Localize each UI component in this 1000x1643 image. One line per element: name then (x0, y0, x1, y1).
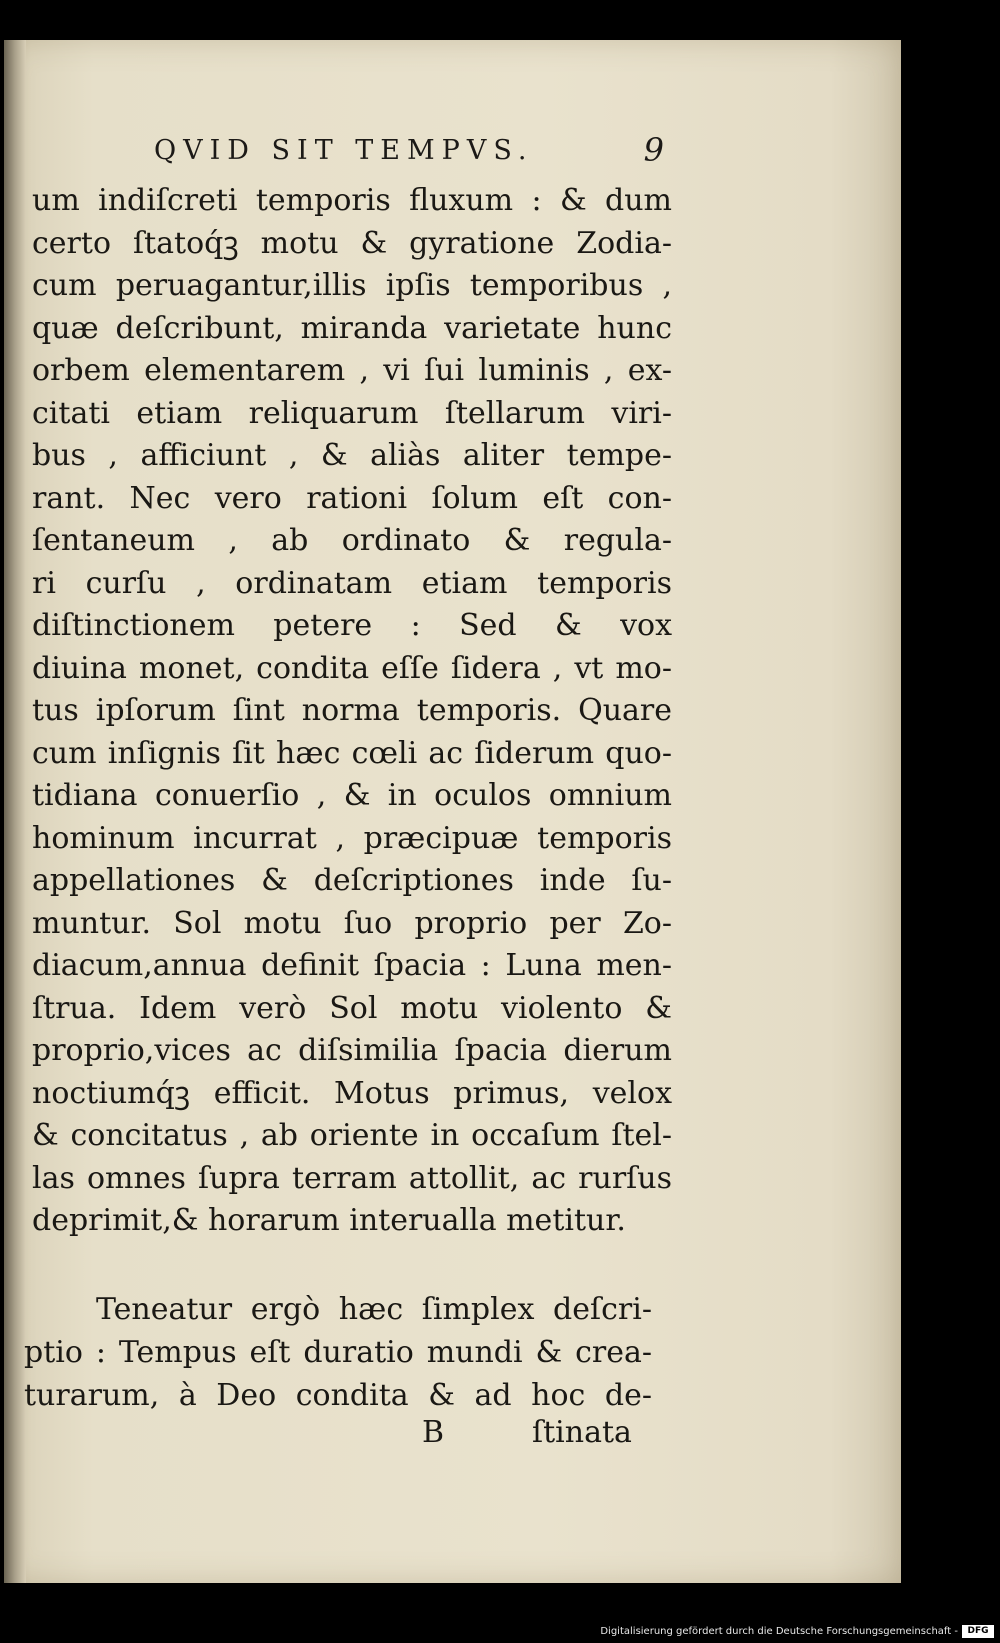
text-line: ri curſu , ordinatam etiam temporis (32, 565, 672, 601)
text-line: hominum incurrat , præcipuæ temporis (32, 820, 672, 856)
text-line: um indiſcreti temporis fluxum : & dum (32, 183, 672, 218)
dfg-logo: DFG (962, 1625, 994, 1638)
text-line: diacum,annua definit ſpacia : Luna men- (32, 948, 672, 983)
text-line: diuina monet, condita eſſe ſidera , vt mo- (32, 650, 672, 686)
text-line: rant. Nec vero rationi ſolum eſt con- (32, 480, 672, 516)
text-line: certo ſtatoq́ꝫ motu & gyratione Zodia- (32, 225, 672, 261)
digitization-credit: Digitalisierung gefördert durch die Deutsche Forschungsgemeinschaft - (600, 1626, 958, 1637)
page-gutter (4, 40, 26, 1583)
page-number: 9 (643, 131, 664, 169)
text-line: ſentaneum , ab ordinato & regula- (32, 523, 672, 558)
book-page (4, 40, 901, 1583)
running-head (154, 131, 664, 175)
text-line: muntur. Sol motu ſuo proprio per Zo- (32, 905, 672, 941)
text-line: orbem elementarem , vi ſui luminis , ex- (32, 353, 672, 388)
text-line: noctiumq́ꝫ efficit. Motus primus, velox (32, 1075, 672, 1111)
running-head-title: QVID SIT TEMPVS. (154, 135, 534, 166)
text-line: tus ipſorum ſint norma temporis. Quare (32, 693, 672, 728)
text-line: appellationes & deſcriptiones inde ſu- (32, 863, 672, 898)
text-line: citati etiam reliquarum ſtellarum viri- (32, 395, 672, 431)
paragraph-1 (32, 180, 672, 1243)
paragraph-2 (24, 1288, 652, 1417)
text-line: ſtrua. Idem verò Sol motu violento & (32, 990, 672, 1026)
catchword: ſtinata (532, 1415, 632, 1450)
text-line: turarum, à Deo condita & ad hoc de- (24, 1378, 652, 1413)
text-line: tidiana conuerſio , & in oculos omnium (32, 778, 672, 813)
text-line: Teneatur ergò hæc ſimplex deſcri- (96, 1292, 652, 1327)
text-line: diſtinctionem petere : Sed & vox (32, 608, 672, 643)
text-line: las omnes ſupra terram attollit, ac rurſus (32, 1160, 672, 1196)
text-line: deprimit,& horarum interualla metitur. (32, 1203, 626, 1238)
text-line: ptio : Tempus eſt duratio mundi & crea- (24, 1335, 652, 1370)
text-line: & concitatus , ab oriente in occaſum ſtel- (32, 1118, 672, 1153)
text-line: cum inſignis ſit hæc cœli ac ſiderum quo- (32, 735, 672, 771)
text-line: cum peruagantur,illis ipſis temporibus , (32, 268, 672, 303)
signature-mark: B (422, 1415, 445, 1450)
text-line: quæ deſcribunt, miranda varietate hunc (32, 310, 672, 346)
text-line: proprio,vices ac diſsimilia ſpacia dierum (32, 1033, 672, 1068)
text-line: bus , afficiunt , & aliàs aliter tempe- (32, 438, 672, 473)
